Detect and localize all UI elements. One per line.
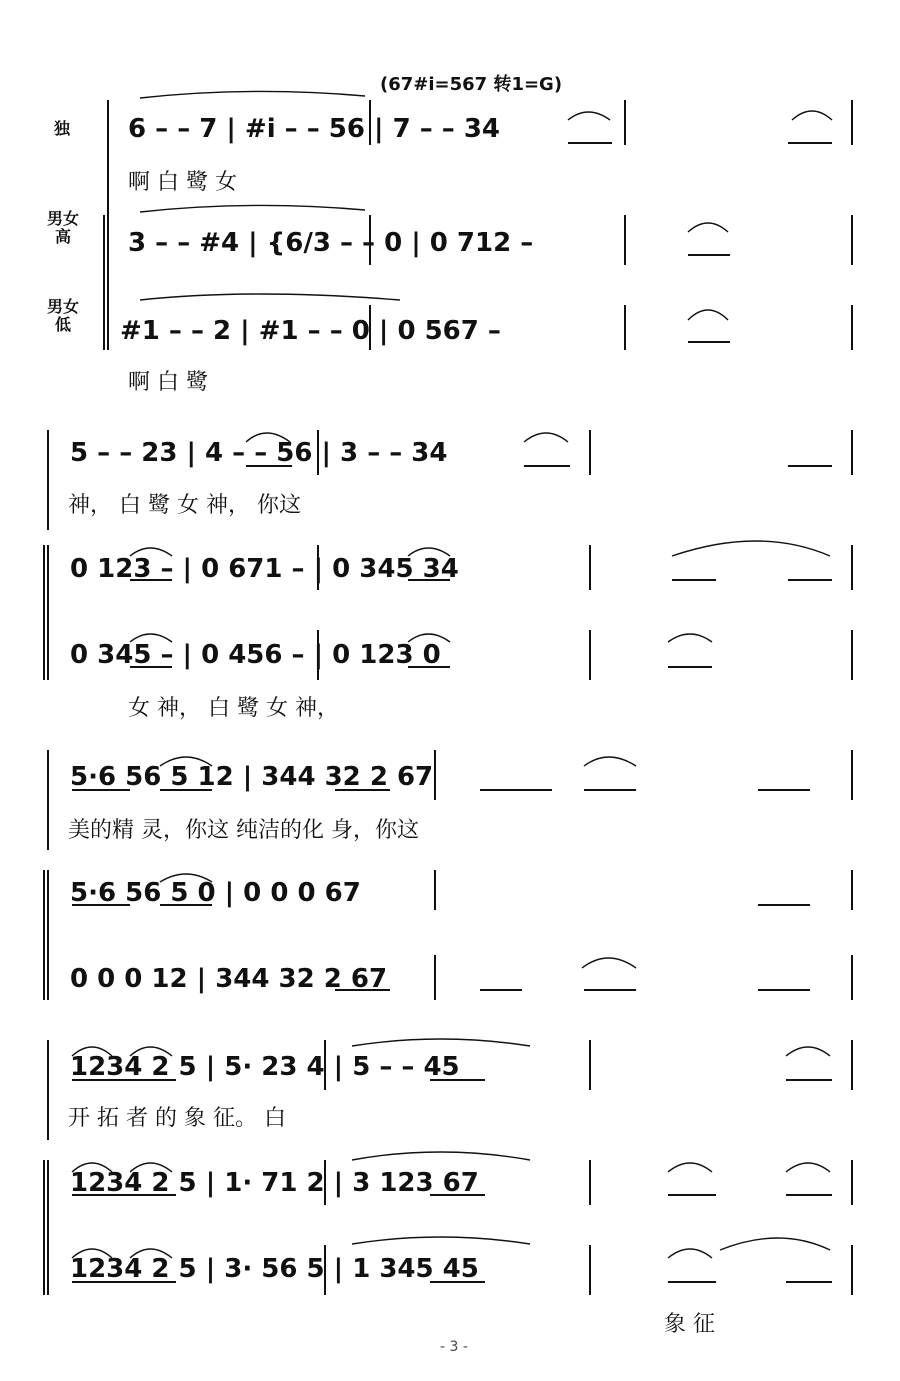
system4-chorus-lyric: 象 征 [664, 1312, 715, 1337]
system4-solo-lyric: 开 拓 者 的 象 征。 白 [68, 1106, 286, 1131]
system1-solo-notes: 6 – – 7 | #i – – 56 | 7 – – 34 [128, 114, 500, 144]
page-number: - 3 - [440, 1339, 468, 1355]
system3-high-notes: 5·6 56 5 0 | 0 0 0 67 [70, 878, 361, 908]
system1-low-notes: #1 – – 2 | #1 – – 0 | 0 567 – [120, 316, 501, 346]
system2-chorus-lyric: 女 神， 白 鹭 女 神， [128, 696, 339, 721]
system2-solo-lyric: 神， 白 鹭 女 神， 你这 [68, 493, 301, 518]
part-label-low: 男女 低 [46, 297, 79, 335]
system4-low-notes: 1234 2 5 | 3· 56 5 | 1 345 45 [70, 1254, 479, 1284]
system4-solo-notes: 1234 2 5 | 5· 23 4 | 5 – – 45 [70, 1052, 460, 1082]
system2-high-notes: 0 123 – | 0 671 – | 0 345 34 [70, 554, 459, 584]
system4-high-notes: 1234 2 5 | 1· 71 2 | 3 123 67 [70, 1168, 479, 1198]
system3-solo-lyric: 美的精 灵，你这 纯洁的化 身，你这 [68, 818, 419, 843]
system1-chorus-lyric: 啊 白 鹭 [128, 370, 208, 395]
part-label-solo: 独 [53, 119, 70, 138]
system1-high-notes: 3 – – #4 | {6/3 – – 0 | 0 712 – [128, 228, 534, 258]
system2-solo-notes: 5 – – 23 | 4 – – 56 | 3 – – 34 [70, 438, 448, 468]
system3-low-notes: 0 0 0 12 | 344 32 2 67 [70, 964, 388, 994]
system2-low-notes: 0 345 – | 0 456 – | 0 123 0 [70, 640, 441, 670]
system1-solo-lyric: 啊 白 鹭 女 [128, 170, 237, 195]
part-label-high: 男女 高 [46, 209, 79, 247]
tempo-marking: (67#i=567 转1=G) [380, 74, 563, 95]
system3-solo-notes: 5·6 56 5 12 | 344 32 2 67 [70, 762, 434, 792]
